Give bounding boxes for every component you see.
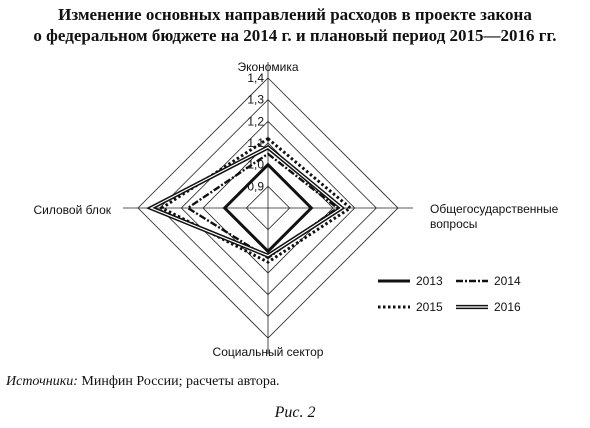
axis-label-3-0: Силовой блок bbox=[33, 203, 111, 217]
source-text: Минфин России; расчеты автора. bbox=[77, 374, 280, 389]
tick-label-2: 1,1 bbox=[247, 136, 264, 150]
tick-label-4: 1,3 bbox=[247, 92, 264, 107]
legend-label-2015: 2015 bbox=[416, 300, 443, 314]
tick-label-5: 1,4 bbox=[247, 71, 264, 85]
legend-label-2016: 2016 bbox=[494, 300, 521, 314]
title-line-2: о федеральном бюджете на 2014 г. и плановый период 2015—2016 гг. bbox=[33, 26, 557, 45]
tick-label-3: 1,2 bbox=[247, 114, 264, 129]
axis-label-2-0: Социальный сектор bbox=[212, 345, 324, 359]
tick-label-0: 0,9 bbox=[247, 179, 264, 194]
tick-label-1: 1,0 bbox=[247, 157, 264, 172]
source-label: Источники: bbox=[6, 374, 78, 389]
axis-label-0-0: Экономика bbox=[237, 60, 299, 74]
legend-label-2013: 2013 bbox=[416, 274, 443, 288]
source-note bbox=[6, 374, 280, 390]
legend-label-2014: 2014 bbox=[494, 274, 521, 288]
title-line-1: Изменение основных направлений расходов в проекте закона bbox=[58, 5, 532, 24]
figure-caption: Рис. 2 bbox=[274, 404, 316, 421]
axis-label-1-0: Общегосударственные bbox=[430, 202, 559, 216]
axis-label-1-1: вопросы bbox=[430, 217, 478, 231]
